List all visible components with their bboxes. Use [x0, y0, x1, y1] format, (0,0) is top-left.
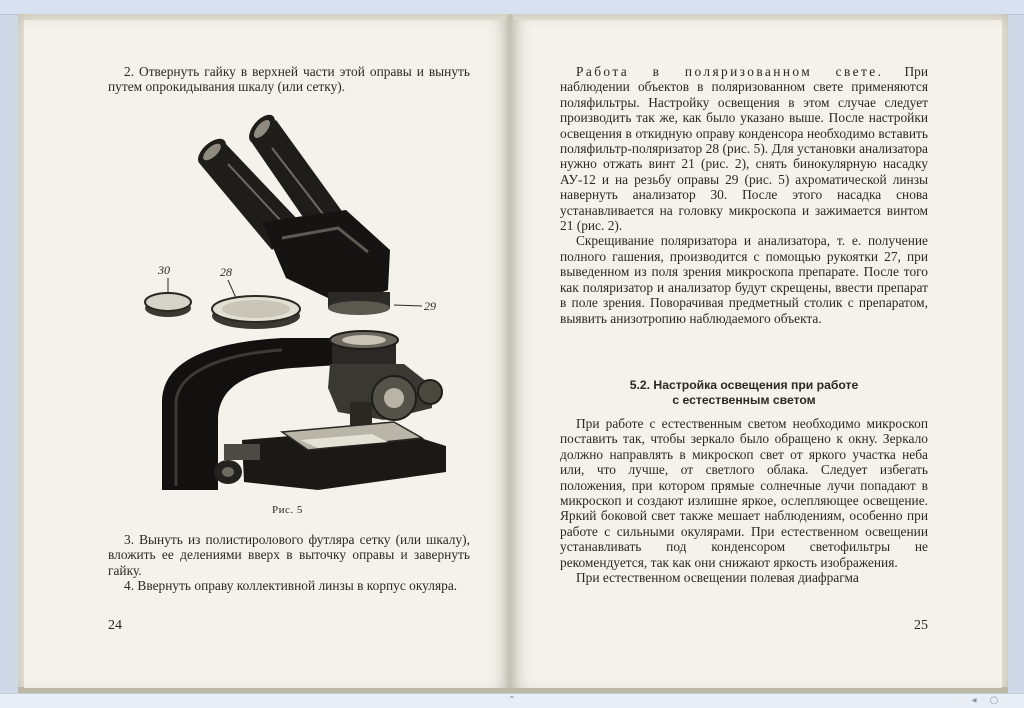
zoom-circle-icon[interactable]: ○	[989, 695, 999, 706]
paragraph-polarized-light	[560, 64, 928, 233]
scroll-indicator-icon[interactable]: ⌃	[507, 695, 517, 706]
paragraph-field-diaphragm: При естественном освещении полевая диафрагма	[576, 570, 859, 586]
step-3-paragraph: 3. Вынуть из полистиролового футляра сетку (или шкалу), вложить ее делениями вверх в выточку оправы и завернуть гайку.	[108, 532, 470, 578]
figure-label-29: 29	[424, 299, 436, 313]
scanned-book-spread	[18, 14, 1008, 693]
scroll-left-icon[interactable]: ◂	[971, 695, 977, 706]
paragraph-polarized-body: При наблюдении объектов в поляризованном свете применяются поляфильтры. Настройку освещения в этом случае следует производить так же, как было указано выше. После настройки освещения в откидную оправу конденсора необходимо вставить поляфильтр-поляризатор 28 (рис. 5). Для установки анализатора нужно отжать винт 21 (рис. 2), снять бинокулярную насадку АУ-12 и на резьбу оправы 29 (рис. 5) ахроматической линзы навернуть анализатор 30. После этого насадка снова устанавливается на головку микроскопа и зажимается винтом 21 (рис. 2).	[560, 64, 928, 234]
section-heading-line-1: 5.2. Настройка освещения при работе	[629, 378, 859, 392]
step-4-paragraph: 4. Ввернуть оправу коллективной линзы в корпус окуляра.	[124, 578, 458, 594]
polarized-light-section	[560, 64, 928, 326]
left-page	[24, 20, 510, 688]
figure-caption: Рис. 5	[272, 504, 303, 516]
figure-label-30: 30	[158, 263, 170, 277]
viewer-top-bar	[0, 0, 1024, 15]
natural-light-section	[560, 416, 928, 585]
step-2-text	[108, 64, 470, 95]
paragraph-natural-light: При работе с естественным светом необходимо микроскоп поставить так, чтобы зеркало было обращено к окну. Зеркало должно направлять в микроскоп свет от яркого участка неба или, что лучше, от светлого облака. Следует избегать положения, при котором прямые солнечные лучи попадают в микроскоп и создают излишне яркое, ослепляющее освещение. Яркий боковой свет также мешает наблюдениям, особенно при работе с сильными окулярами. При естественном освещении устанавливать под конденсором светофильтры не рекомендуется, так как они снижают яркость изображения.	[560, 416, 928, 570]
paragraph-crossing: Скрещивание поляризатора и анализатора, т. е. получение полного гашения, производится с помощью рукоятки 27, при выведенном из поля зрения микроскопа препарате. После того как поляризатор и анализатор будут скрещены, ввести препарат в поле зрения. Поворачивая предметный столик с препаратом, выявить анизотропию наблюдаемого объекта.	[560, 233, 928, 326]
section-heading	[560, 378, 928, 408]
right-page-number: 25	[914, 618, 928, 633]
figure-label-28: 28	[220, 265, 232, 279]
right-page	[510, 20, 1002, 688]
viewer-bottom-bar	[0, 693, 1024, 708]
steps-3-4-text	[108, 532, 470, 594]
left-page-number: 24	[108, 618, 122, 633]
paragraph-lead-phrase: Работа в поляризованном свете.	[576, 64, 884, 79]
microscope-figure	[132, 102, 452, 494]
step-2-paragraph: 2. Отвернуть гайку в верхней части этой оправы и вынуть путем опрокидывания шкалу (или сетку).	[108, 64, 470, 95]
section-heading-line-2: с естественным светом	[672, 393, 816, 407]
